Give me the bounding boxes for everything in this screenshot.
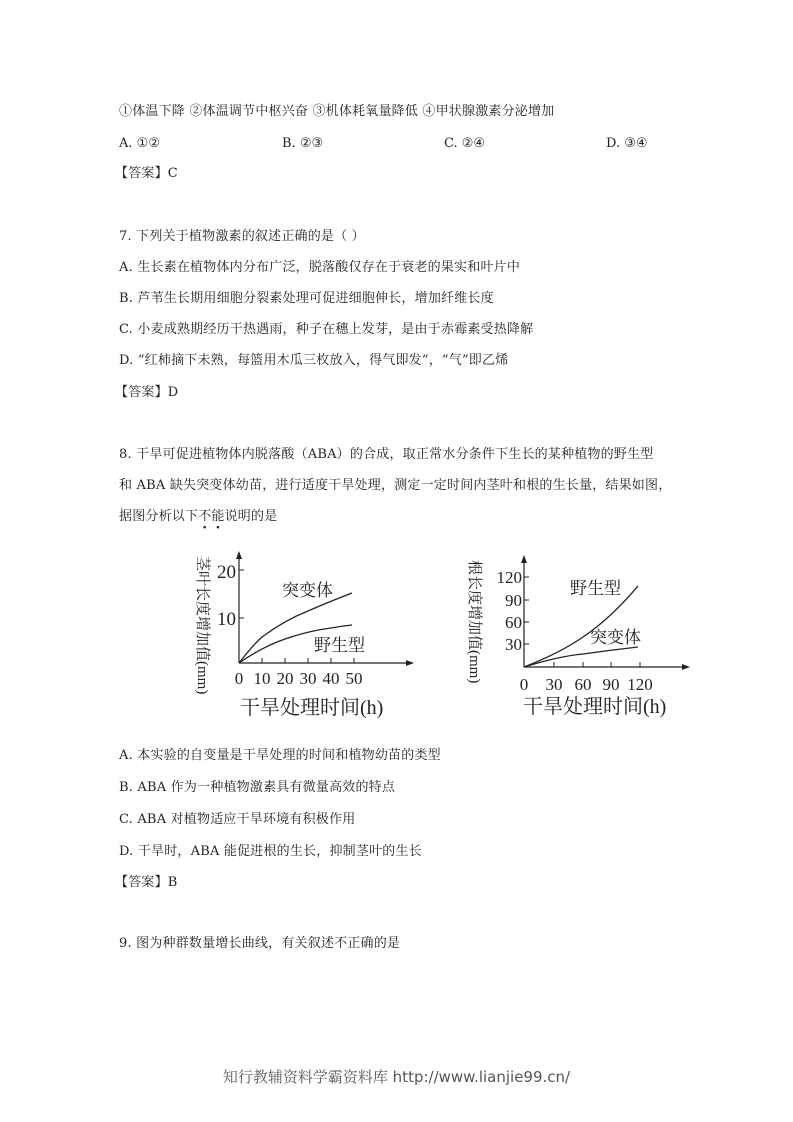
q8-answer: 【答案】B (115, 875, 178, 890)
svg-text:60: 60 (574, 675, 592, 694)
svg-text:90: 90 (505, 591, 522, 610)
emphasis-not: 不 (198, 509, 212, 524)
label-mutant: 突变体 (590, 628, 641, 647)
x-axis-label: 干旱处理时间(h) (240, 697, 384, 719)
q8-option-b: B. ABA 作为一种植物激素具有微量高效的特点 (119, 780, 396, 795)
svg-text:30: 30 (505, 635, 522, 654)
q7-option-c: C. 小麦成熟期经历干热遇雨，种子在穗上发芽，是由于赤霉素受热降解 (119, 322, 534, 337)
q8-stem-line2: 和 ABA 缺失突变体幼苗，进行适度干旱处理，测定一定时间内茎叶和根的生长量，结果如图， (119, 478, 672, 493)
q7-stem: 7. 下列关于植物激素的叙述正确的是（ ） (119, 229, 365, 244)
y-axis-label: 根长度增加值(mm) (466, 560, 482, 684)
q7-option-b: B. 芦苇生长期用细胞分裂素处理可促进细胞伸长，增加纤维长度 (119, 291, 494, 306)
svg-text:50: 50 (345, 669, 363, 688)
emphasis-can: 能 (211, 509, 225, 524)
label-mutant: 突变体 (282, 581, 333, 600)
label-wildtype: 野生型 (570, 579, 621, 598)
q6-answer: 【答案】C (115, 166, 178, 181)
svg-text:0: 0 (234, 669, 244, 688)
q6-option-d: D. ③④ (606, 136, 648, 151)
svg-text:30: 30 (545, 675, 563, 694)
q6-option-a: A. ①② (119, 136, 160, 151)
q7-answer: 【答案】D (115, 385, 179, 400)
q8-stem-line3: 据图分析以下不能说明的是 (119, 509, 278, 524)
q6-items: ①体温下降 ②体温调节中枢兴奋 ③机体耗氧量降低 ④甲状腺激素分泌增加 (119, 104, 555, 119)
y-tick-20: 20 (217, 562, 236, 583)
svg-text:120: 120 (627, 675, 653, 694)
chart-stem-leaf-growth (190, 548, 420, 723)
y-tick-10: 10 (217, 609, 236, 630)
y-axis-label: 茎叶长度增加值(mm) (194, 556, 210, 695)
q8-stem-line1: 8. 干旱可促进植物体内脱落酸（ABA）的合成，取正常水分条件下生长的某种植物的野生型 (119, 447, 654, 462)
series-wildtype (524, 586, 638, 667)
svg-text:90: 90 (602, 675, 620, 694)
q7-option-a: A. 生长素在植物体内分布广泛，脱落酸仅存在于衰老的果实和叶片中 (119, 260, 521, 275)
chart-root-growth (460, 550, 693, 725)
svg-text:20: 20 (276, 669, 294, 688)
x-axis-label: 干旱处理时间(h) (523, 696, 667, 718)
svg-text:30: 30 (299, 669, 317, 688)
svg-text:40: 40 (322, 669, 340, 688)
q8-option-c: C. ABA 对植物适应干旱环境有积极作用 (119, 812, 356, 827)
svg-text:120: 120 (496, 568, 522, 587)
svg-text:0: 0 (519, 675, 529, 694)
q8-option-a: A. 本实验的自变量是干旱处理的时间和植物幼苗的类型 (119, 748, 441, 763)
q6-option-c: C. ②④ (444, 136, 486, 151)
q8-option-d: D. 干旱时，ABA 能促进根的生长，抑制茎叶的生长 (119, 844, 422, 859)
q7-option-d: D. “红柿摘下未熟，每篮用木瓜三枚放入，得气即发”，“气”即乙烯 (119, 353, 509, 368)
q6-option-b: B. ②③ (282, 136, 324, 151)
q9-stem: 9. 图为种群数量增长曲线，有关叙述不正确的是 (119, 936, 401, 951)
svg-text:10: 10 (253, 669, 271, 688)
svg-text:60: 60 (505, 613, 522, 632)
label-wildtype: 野生型 (314, 636, 365, 655)
footer-watermark: 知行教辅资料学霸资料库 http://www.lianjie99.cn/ (222, 1068, 571, 1086)
series-mutant (524, 647, 638, 667)
